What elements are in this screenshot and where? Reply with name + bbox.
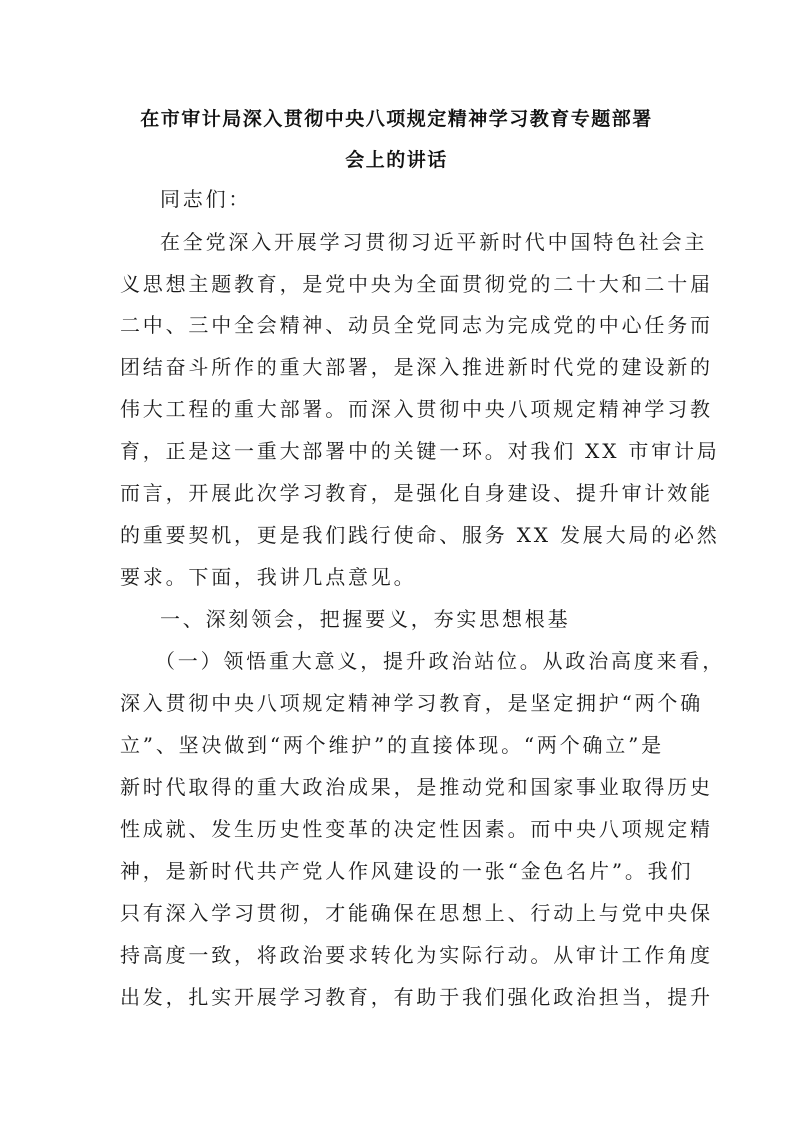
body-line: 育，正是这一重大部署中的关键一环。对我们 XX 市审计局 [120,439,720,463]
body-line: 出发，扎实开展学习教育，有助于我们强化政治担当，提升 [120,985,713,1009]
section-heading-1: 一、深刻领会，把握要义，夯实思想根基 [160,607,571,631]
body-line: 义思想主题教育，是党中央为全面贯彻党的二十大和二十届 [120,272,713,296]
body-line: 性成就、发生历史性变革的决定性因素。而中央八项规定精 [120,817,713,841]
body-line: 在全党深入开展学习贯彻习近平新时代中国特色社会主 [160,230,708,254]
body-line: 持高度一致，将政治要求转化为实际行动。从审计工作角度 [120,943,713,967]
body-line: 要求。下面，我讲几点意见。 [120,565,417,589]
body-line: 团结奋斗所作的重大部署，是深入推进新时代党的建设新的 [120,355,713,379]
body-line: 而言，开展此次学习教育，是强化自身建设、提升审计效能 [120,481,713,505]
subsection-heading-paragraph: （一）领悟重大意义，提升政治站位。从政治高度来看， [155,649,725,673]
body-line: 神，是新时代共产党人作风建设的一张“金色名片”。我们 [120,859,694,883]
document-title-line-1: 在市审计局深入贯彻中央八项规定精神学习教育专题部署 [140,108,653,130]
document-title-line-2: 会上的讲话 [345,149,448,171]
body-line: 立”、坚决做到“两个维护”的直接体现。“两个确立”是 [120,733,664,757]
salutation: 同志们： [160,187,252,211]
body-line: 只有深入学习贯彻，才能确保在思想上、行动上与党中央保 [120,901,713,925]
body-line: 的重要契机，更是我们践行使命、服务 XX 发展大局的必然 [120,523,720,547]
body-line: 新时代取得的重大政治成果，是推动党和国家事业取得历史 [120,775,713,799]
body-line: 深入贯彻中央八项规定精神学习教育，是坚定拥护“两个确 [120,691,704,715]
body-line: 二中、三中全会精神、动员全党同志为完成党的中心任务而 [120,313,713,337]
body-line: 伟大工程的重大部署。而深入贯彻中央八项规定精神学习教 [120,397,713,421]
